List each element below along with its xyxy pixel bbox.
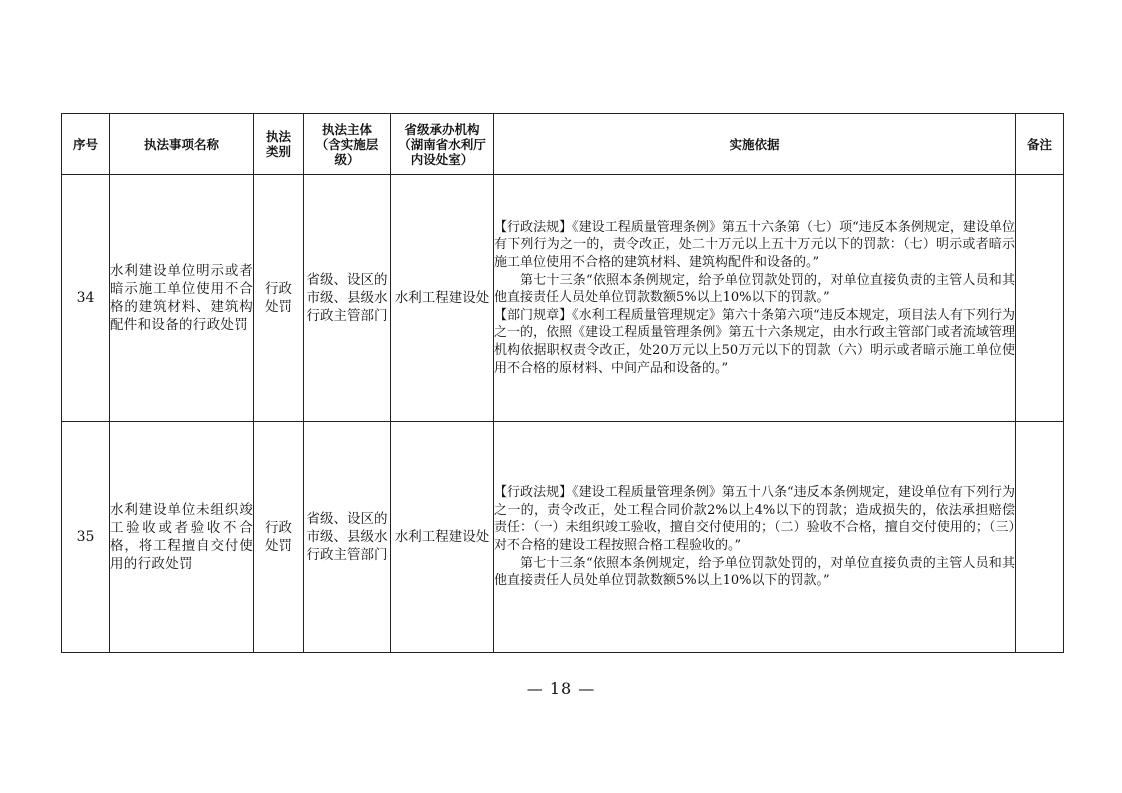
- header-dept: 省级承办机构（湖南省水利厅内设处室）: [391, 114, 494, 175]
- enforcement-type: 行政处罚: [254, 422, 304, 653]
- table-row: [62, 422, 1064, 653]
- basis-paragraph: 【行政法规】《建设工程质量管理条例》第五十八条“违反本条例规定，建设单位有下列行为之一的，责令改正，处工程合同价款2%以上4%以下的罚款；造成损失的，依法承担赔偿责任：（一）未组织竣工验收，擅自交付使用的；（二）验收不合格，擅自交付使用的；（三）对不合格的建设工程按照合格工程验收的。”: [494, 485, 1015, 553]
- row-number: 35: [62, 422, 110, 653]
- basis-paragraph: 【行政法规】《建设工程质量管理条例》第五十六条第（七）项“违反本条例规定，建设单位有下列行为之一的，责令改正，处二十万元以上五十万元以下的罚款：（七）明示或者暗示施工单位使用不合格的建筑材料、建筑构配件和设备的。”: [494, 219, 1015, 271]
- table-header: [62, 114, 1064, 175]
- basis-paragraph: 第七十三条“依照本条例规定，给予单位罚款处罚的，对单位直接负责的主管人员和其他直接责任人员处单位罚款数额5%以上10%以下的罚款。”: [494, 272, 1015, 306]
- remark-cell: [1016, 422, 1064, 653]
- header-remark: 备注: [1016, 114, 1064, 175]
- header-no: 序号: [62, 114, 110, 175]
- page-number: — 18 —: [526, 679, 596, 698]
- basis-paragraph: 【部门规章】《水利工程质量管理规定》第六十条第六项“违反本规定，项目法人有下列行为之一的，依照《建设工程质量管理条例》第五十六条规定，由水行政主管部门或者流域管理机构依据职权责令改正，处20万元以上50万元以下的罚款（六）明示或者暗示施工单位使用不合格的原材料、中间产品和设备的。”: [494, 307, 1015, 376]
- enforcement-body: 省级、设区的市级、县级水行政主管部门: [304, 175, 391, 422]
- header-name: 执法事项名称: [110, 114, 254, 175]
- enforcement-body: 省级、设区的市级、县级水行政主管部门: [304, 422, 391, 653]
- remark-cell: [1016, 175, 1064, 422]
- legal-basis: [494, 422, 1016, 653]
- header-type: 执法类别: [254, 114, 304, 175]
- legal-basis: [494, 175, 1016, 422]
- handling-dept: 水利工程建设处: [391, 422, 494, 653]
- handling-dept: 水利工程建设处: [391, 175, 494, 422]
- row-number: 34: [62, 175, 110, 422]
- item-name: 水利建设单位未组织竣工验收或者验收不合格，将工程擅自交付使用的行政处罚: [110, 422, 254, 653]
- basis-paragraph: 第七十三条“依照本条例规定，给予单位罚款处罚的，对单位直接负责的主管人员和其他直接责任人员处单位罚款数额5%以上10%以下的罚款。”: [494, 555, 1015, 589]
- header-body: 执法主体（含实施层级）: [304, 114, 391, 175]
- item-name: 水利建设单位明示或者暗示施工单位使用不合格的建筑材料、建筑构配件和设备的行政处罚: [110, 175, 254, 422]
- table-row: [62, 175, 1064, 422]
- header-basis: 实施依据: [494, 114, 1016, 175]
- enforcement-type: 行政处罚: [254, 175, 304, 422]
- enforcement-table: [61, 113, 1064, 653]
